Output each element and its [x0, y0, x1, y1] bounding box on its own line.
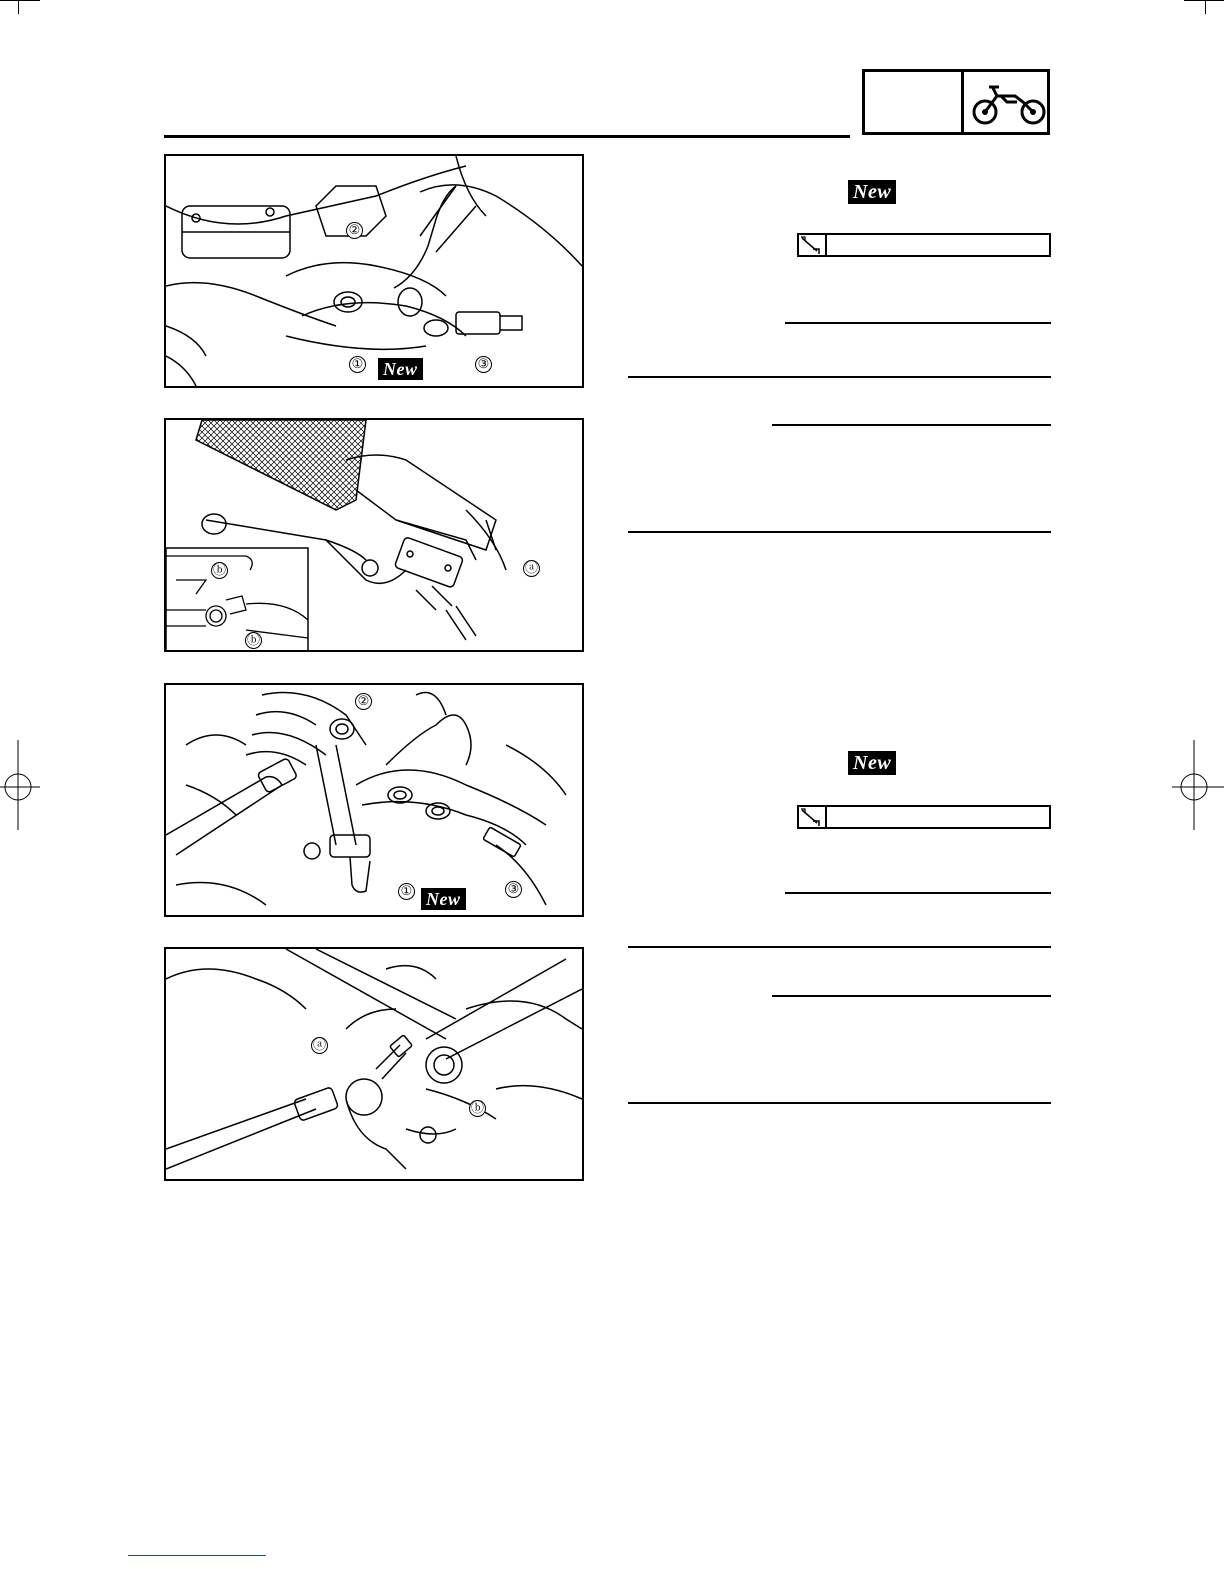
note-rule [785, 322, 1051, 324]
note-rule [772, 424, 1051, 426]
note-rule [772, 995, 1051, 997]
figure-clutch-hose-bolt [164, 683, 584, 917]
callout-2: ② [346, 222, 363, 239]
section-header-box [862, 69, 1050, 135]
registration-mark-right [1172, 740, 1224, 832]
new-badge: New [421, 888, 466, 910]
callout-3: ③ [475, 356, 492, 373]
callout-b: ⓑ [212, 562, 226, 577]
section-rule [628, 531, 1051, 533]
torque-wrench-icon [799, 235, 823, 255]
callout-b: ⓑ [246, 632, 260, 647]
registration-mark-left [0, 740, 44, 832]
callout-2: ② [355, 693, 372, 710]
new-badge: New [848, 180, 896, 204]
crop-mark [1184, 0, 1224, 1]
callout-a: ⓐ [312, 1037, 326, 1052]
crop-mark [1205, 0, 1206, 14]
torque-spec-box [797, 805, 1051, 829]
callout-a: ⓐ [524, 560, 538, 575]
section-rule [628, 1102, 1051, 1104]
figure-clutch-lever-cable [164, 418, 584, 652]
new-badge: New [848, 751, 896, 775]
section-rule [628, 376, 1051, 378]
note-rule [785, 892, 1051, 894]
torque-wrench-icon [799, 807, 823, 827]
figure-brake-hose-master-cylinder [164, 154, 584, 388]
motorcycle-icon [971, 82, 1047, 126]
callout-3: ③ [505, 881, 522, 898]
header-rule [164, 135, 850, 138]
crop-mark [0, 0, 40, 1]
section-rule [628, 946, 1051, 948]
new-badge: New [378, 358, 423, 380]
crop-mark [18, 0, 19, 14]
callout-1: ① [398, 883, 415, 900]
bottom-link-underline[interactable] [128, 1555, 266, 1556]
callout-b: ⓑ [470, 1100, 484, 1115]
torque-spec-box [797, 233, 1051, 257]
figure-clutch-cable-adjuster [164, 947, 584, 1181]
callout-1: ① [349, 356, 366, 373]
